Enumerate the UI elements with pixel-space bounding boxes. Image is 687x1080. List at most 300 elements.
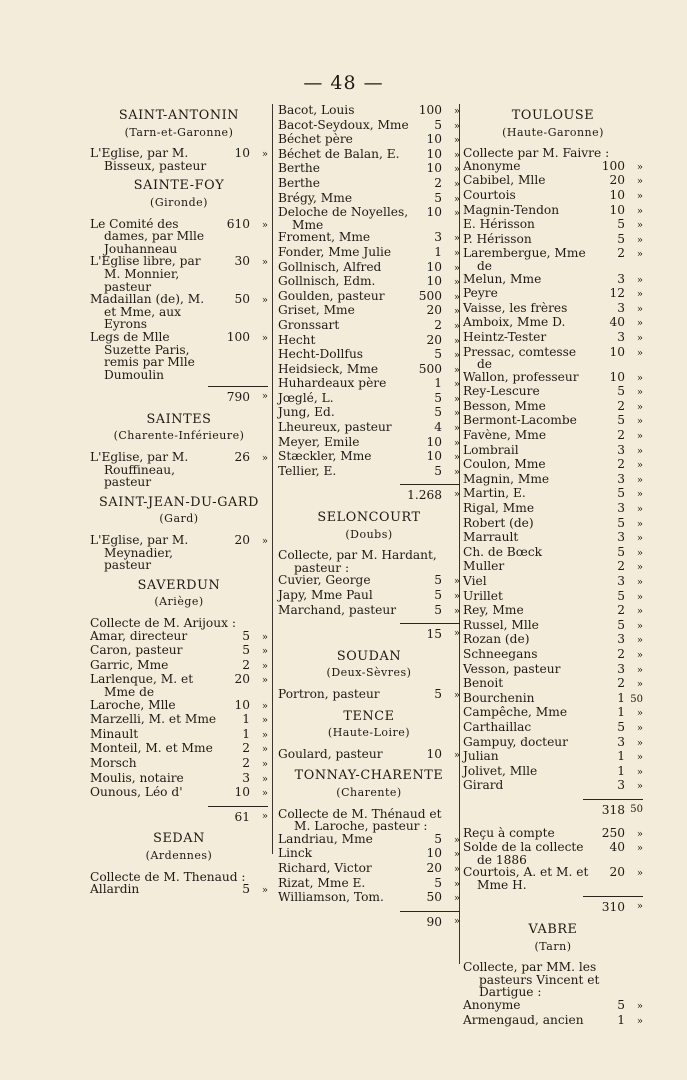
entry-amount: 50 [426, 890, 442, 905]
entry-cents: » [453, 350, 460, 362]
entry-cents: » [453, 749, 460, 761]
section-subheading: (Doubs) [345, 527, 393, 541]
entry-row [278, 392, 460, 407]
entry-row [278, 162, 460, 177]
column-3 [463, 104, 643, 1036]
entry-row [278, 363, 460, 378]
entry-cents: » [453, 423, 460, 435]
section [278, 512, 460, 641]
entry-name: Urillet [463, 588, 503, 603]
entry-name: Goulden, pasteur [278, 288, 385, 303]
entry-cents: » [261, 536, 268, 548]
entry-cents: » [636, 205, 643, 217]
page-number: — 48 — [303, 72, 384, 94]
entry-name: Landriau, Mme [278, 831, 373, 846]
entry-row [463, 633, 643, 648]
entry-name: Minault [90, 726, 139, 741]
entry-name: Coulon, Mme [463, 457, 546, 472]
entry-name: Meyer, Emile [278, 434, 360, 449]
entry-row [463, 604, 643, 619]
entry-name: Marzelli, M. et Mme [90, 712, 217, 727]
entry-amount: 5 [434, 405, 442, 420]
entry-name: Girard [463, 778, 504, 793]
entry-name: Bourchenin [463, 690, 535, 705]
entry-row [278, 465, 460, 480]
column-1 [90, 104, 268, 906]
section-intro: Collecte par M. Faivre : [463, 146, 610, 161]
entry-amount: 10 [234, 146, 250, 161]
entry-row [90, 293, 268, 331]
entry-cents: » [636, 190, 643, 202]
total-rule [208, 806, 268, 807]
entry-cents: » [636, 220, 643, 232]
entry-amount: 1 [617, 1012, 625, 1027]
entry-name: Cuvier, George [278, 573, 371, 588]
section-subheading: (Ardennes) [145, 848, 213, 862]
entry-cents: » [636, 401, 643, 413]
entry-cents: » [453, 208, 460, 220]
entry-name: Amar, directeur [90, 628, 188, 643]
entry-cents: » [636, 620, 643, 632]
entry-amount: 5 [434, 875, 442, 890]
entry-amount: 5 [617, 384, 625, 399]
column-divider-1 [272, 104, 273, 854]
entry-row [463, 736, 643, 751]
entry-row [278, 847, 460, 862]
entry-row [90, 786, 268, 801]
entry-name: Legs de Mlle Suzette Paris, remis par Mlle Dumoulin [90, 329, 195, 382]
entry-name: Wallon, professeur [463, 369, 579, 384]
entry-row [90, 451, 268, 489]
entry-amount: 5 [434, 686, 442, 701]
section-subheading: (Haute-Loire) [327, 726, 411, 740]
entry-row [463, 331, 643, 346]
entry-amount: 1 [617, 705, 625, 720]
section-subheading: (Gironde) [150, 195, 208, 209]
entry-amount: 10 [609, 202, 625, 217]
entry-amount: 10 [426, 132, 442, 147]
entry-amount: 10 [234, 697, 250, 712]
entry-amount: 5 [617, 719, 625, 734]
entry-row [278, 104, 460, 119]
section [278, 104, 460, 502]
entry-amount: 5 [617, 486, 625, 501]
entry-cents: » [636, 387, 643, 399]
section-total [278, 489, 460, 502]
entry-name: Portron, pasteur [278, 686, 380, 701]
section-total [463, 804, 643, 817]
entry-name: Gollnisch, Alfred [278, 259, 382, 274]
entry-name: Amboix, Mme D. [463, 315, 566, 330]
entry-name: Russel, Mlle [463, 617, 539, 632]
entry-name: Goulard, pasteur [278, 746, 383, 761]
entry-amount: 10 [609, 369, 625, 384]
entry-name: Martin, E. [463, 486, 526, 501]
entry-cents: » [636, 577, 643, 588]
entry-amount: 2 [434, 317, 442, 332]
entry-row [278, 688, 460, 703]
entry-cents: » [636, 460, 643, 472]
entry-amount: 2 [617, 676, 625, 691]
entry-cents: » [261, 773, 268, 785]
entry-amount: 40 [609, 840, 625, 855]
entry-row [463, 371, 643, 386]
entry-row [278, 290, 460, 305]
entry-row [90, 331, 268, 381]
entry-amount: 5 [617, 217, 625, 232]
entry-amount: 10 [426, 205, 442, 220]
section-heading: TOULOUSE [511, 108, 595, 123]
entry-amount: 10 [426, 746, 442, 761]
entry-name: Monteil, M. et Mme [90, 741, 213, 756]
entry-cents: » [636, 606, 643, 618]
entry-cents: » [636, 708, 643, 720]
entry-row [278, 891, 460, 906]
entry-amount: 10 [609, 187, 625, 202]
entry-amount: 2 [617, 246, 625, 261]
entry-amount: 10 [426, 274, 442, 289]
entry-amount: 5 [434, 117, 442, 132]
entry-name: Bacot, Louis [278, 103, 355, 117]
entry-row [463, 414, 643, 429]
section-intro: Collecte, par M. Hardant, pasteur : [278, 548, 437, 575]
entry-name: Cabibel, Mlle [463, 173, 546, 188]
entry-cents: » [636, 843, 643, 855]
entry-cents: » [636, 318, 643, 330]
section-heading: SELONCOURT [317, 510, 421, 526]
section-heading: SAINT-JEAN-DU-GARD [98, 494, 259, 510]
entry-name: Le Comité des dames, par Mlle Jouhanneau [90, 216, 205, 256]
entry-name: Stæckler, Mme [278, 449, 372, 464]
entry-row [90, 644, 268, 659]
entry-amount: 10 [234, 785, 250, 800]
entry-row [278, 604, 460, 619]
entry-amount: 3 [617, 530, 625, 545]
entry-cents: » [453, 466, 460, 478]
total-amount: 1.268 [407, 488, 442, 503]
entry-row [90, 883, 268, 898]
entry-cents: » [636, 533, 643, 545]
section-heading: SAINTES [146, 411, 212, 427]
entry-amount: 3 [617, 442, 625, 457]
entry-row [463, 444, 643, 459]
entry-row [278, 177, 460, 192]
entry-name: Reçu à compte [463, 825, 555, 840]
entry-cents: » [453, 893, 460, 905]
section [90, 494, 268, 573]
entry-row [463, 273, 643, 288]
entry-name: Marrault [463, 530, 519, 545]
entry-cents: » [261, 744, 268, 756]
entry-name: Hecht-Dollfus [278, 347, 364, 362]
entry-row [463, 721, 643, 736]
entry-name: Larembergue, Mme de [463, 246, 586, 273]
entry-cents: » [261, 332, 268, 344]
entry-cents: » [453, 379, 460, 391]
entry-name: Benoit [463, 676, 504, 691]
entry-amount: 2 [617, 398, 625, 413]
section-heading: VABRE [528, 922, 578, 938]
entry-amount: 3 [617, 300, 625, 315]
entry-name: Froment, Mme [278, 230, 371, 245]
entry-name: L'Eglise, par M. Rouffineau, pasteur [90, 450, 189, 490]
entry-amount: 20 [426, 332, 442, 347]
entry-name: Armengaud, ancien [463, 1012, 584, 1027]
section-subheading: (Deux-Sèvres) [326, 666, 412, 680]
entry-row [463, 1014, 643, 1029]
entry-name: Marchand, pasteur [278, 602, 397, 617]
entry-name: Anonyme [463, 158, 521, 173]
entry-cents: » [453, 247, 460, 259]
entry-amount: 500 [418, 361, 442, 376]
entry-row [463, 302, 643, 317]
entry-row [278, 231, 460, 246]
entry-cents: » [261, 788, 268, 800]
total-cents: » [453, 489, 460, 501]
entry-cents: » [453, 863, 460, 875]
entry-amount: 10 [609, 344, 625, 359]
entry-row [463, 866, 643, 891]
entry-name: Lombrail [463, 442, 519, 457]
entry-cents: » [453, 178, 460, 190]
entry-cents: » [261, 729, 268, 741]
entry-row [278, 377, 460, 392]
entry-cents: » [453, 878, 460, 890]
entry-name: Berthe [278, 175, 320, 190]
entry-amount: 3 [617, 501, 625, 516]
entry-name: Rey, Mme [463, 603, 524, 618]
entry-amount: 3 [617, 734, 625, 749]
section-subheading: (Tarn-et-Garonne) [124, 125, 234, 139]
entry-name: Ounous, Léo d' [90, 785, 183, 800]
entry-row [90, 255, 268, 293]
entry-row [90, 757, 268, 772]
entry-row [278, 574, 460, 589]
entry-amount: 1 [617, 763, 625, 778]
entry-name: Larlenque, M. et Mme de [90, 672, 194, 699]
entry-amount: 1 [617, 690, 625, 705]
entry-cents: » [261, 295, 268, 307]
entry-row [463, 546, 643, 561]
entry-name: Muller [463, 559, 505, 574]
entry-cents: » [636, 518, 643, 530]
entry-cents: » [453, 164, 460, 176]
section-heading: SOUDAN [336, 648, 402, 664]
entry-row [463, 189, 643, 204]
entry-cents: » [636, 289, 643, 301]
entry-name: L'Eglise, par M. Meynadier, pasteur [90, 533, 189, 573]
entry-amount: 500 [418, 288, 442, 303]
section-heading: SAINT-ANTONIN [118, 108, 240, 123]
entry-row [90, 673, 268, 698]
entry-amount: 1 [434, 244, 442, 259]
entry-amount: 2 [617, 457, 625, 472]
entry-row [463, 400, 643, 415]
entry-row [463, 750, 643, 765]
entry-row [463, 487, 643, 502]
entry-cents: » [261, 257, 268, 269]
entry-name: Béchet père [278, 132, 353, 147]
entry-row [278, 833, 460, 848]
section-intro: Collecte de M. Thenaud : [90, 869, 246, 884]
entry-cents: » [453, 233, 460, 245]
entry-amount: 3 [434, 230, 442, 245]
entry-amount: 1 [434, 376, 442, 391]
entry-amount: 100 [601, 158, 625, 173]
total-rule [583, 896, 643, 897]
entry-cents: » [453, 849, 460, 861]
entry-row [463, 473, 643, 488]
entry-cents: » [636, 431, 643, 443]
entry-name: P. Hérisson [463, 231, 532, 246]
entry-cents: » [636, 547, 643, 559]
entry-name: Campêche, Mme [463, 705, 568, 720]
entry-row [278, 406, 460, 421]
entry-name: Huhardeaux père [278, 376, 387, 391]
entry-cents: » [453, 689, 460, 701]
entry-name: Peyre [463, 286, 498, 301]
entry-amount: 5 [617, 515, 625, 530]
section [90, 577, 268, 824]
entry-row [278, 748, 460, 763]
entry-row [463, 575, 643, 590]
entry-cents: » [636, 303, 643, 315]
entry-row [463, 287, 643, 302]
entry-cents: 50 [630, 693, 643, 705]
entry-row [90, 218, 268, 256]
entry-name: Deloche de Noyelles, Mme [278, 205, 409, 232]
entry-amount: 5 [242, 643, 250, 658]
entry-cents: » [636, 562, 643, 574]
entry-cents: » [261, 715, 268, 727]
entry-cents: » [636, 868, 643, 880]
section-intro: Collecte de M. Thénaud et M. Laroche, pasteur : [278, 806, 442, 834]
entry-row [278, 206, 460, 231]
entry-amount: 5 [434, 463, 442, 478]
total-rule [400, 623, 460, 624]
entry-row [463, 677, 643, 692]
entry-amount: 20 [234, 533, 250, 548]
entry-cents: » [453, 364, 460, 376]
entry-name: Ch. de Bœck [463, 544, 543, 559]
entry-name: Linck [278, 846, 313, 861]
entry-amount: 250 [601, 825, 625, 840]
section-heading: SAINTE-FOY [133, 178, 225, 194]
section [90, 833, 268, 897]
entry-cents: » [636, 234, 643, 246]
total-rule [208, 386, 268, 387]
section [463, 110, 643, 817]
entry-amount: 5 [617, 617, 625, 632]
section [463, 827, 643, 915]
total-amount: 15 [426, 627, 442, 642]
entry-cents: » [453, 291, 460, 303]
total-cents: » [261, 810, 268, 822]
section [90, 110, 268, 172]
section-subheading: (Charente) [336, 785, 402, 799]
entry-row [463, 174, 643, 189]
entry-amount: 5 [617, 544, 625, 559]
entry-row [278, 119, 460, 134]
entry-name: Magnin, Mme [463, 471, 550, 486]
entry-name: E. Hérisson [463, 217, 535, 232]
total-rule [400, 911, 460, 912]
entry-row [278, 246, 460, 261]
entry-amount: 2 [242, 657, 250, 672]
entry-cents: » [453, 106, 460, 117]
entry-amount: 100 [226, 329, 250, 344]
entry-amount: 3 [617, 661, 625, 676]
entry-cents: » [636, 445, 643, 457]
entry-row [90, 713, 268, 728]
entry-row [463, 841, 643, 866]
section-subheading: (Tarn) [534, 939, 572, 953]
entry-amount: 3 [617, 574, 625, 588]
entry-name: Rizat, Mme E. [278, 875, 366, 890]
section-intro: Collecte, par MM. les pasteurs Vincent et Dartigue : [463, 960, 600, 1000]
section [90, 180, 268, 404]
entry-amount: 5 [617, 998, 625, 1013]
entry-cents: » [636, 474, 643, 486]
entry-amount: 5 [617, 231, 625, 246]
entry-row [278, 589, 460, 604]
entry-cents: » [636, 489, 643, 501]
total-cents: » [453, 915, 460, 927]
entry-row [463, 517, 643, 532]
entry-name: Bermont-Lacombe [463, 413, 577, 428]
entry-name: Melun, Mme [463, 271, 542, 286]
entry-cents: » [636, 274, 643, 286]
entry-amount: 10 [426, 161, 442, 176]
entry-cents: » [453, 277, 460, 289]
entry-amount: 10 [426, 449, 442, 464]
entry-amount: 5 [434, 602, 442, 617]
entry-cents: » [636, 504, 643, 516]
entry-cents: » [261, 646, 268, 658]
entry-name: Hecht [278, 332, 316, 347]
entry-name: Williamson, Tom. [278, 890, 384, 905]
entry-name: Caron, pasteur [90, 643, 183, 658]
entry-row [278, 862, 460, 877]
section [90, 411, 268, 490]
section-heading: SEDAN [153, 831, 205, 847]
section-subheading: (Charente-Inférieure) [113, 429, 245, 443]
total-cents: » [636, 901, 643, 913]
entry-amount: 5 [434, 390, 442, 405]
entry-row [463, 218, 643, 233]
total-cents: » [261, 391, 268, 403]
entry-cents: » [453, 452, 460, 464]
entry-row [278, 261, 460, 276]
entry-amount: 10 [426, 146, 442, 161]
entry-name: Béchet de Balan, E. [278, 146, 400, 161]
entry-amount: 1 [617, 749, 625, 764]
entry-cents: » [636, 649, 643, 661]
entry-amount: 20 [609, 173, 625, 188]
entry-cents: » [636, 664, 643, 676]
total-amount: 90 [426, 914, 442, 929]
section-subheading: (Ariège) [154, 595, 204, 609]
entry-name: Garric, Mme [90, 657, 169, 672]
entry-amount: 5 [434, 588, 442, 602]
entry-amount: 4 [434, 420, 442, 435]
entry-cents: » [636, 828, 643, 840]
entry-cents: » [636, 737, 643, 749]
entry-row [278, 436, 460, 451]
entry-name: Japy, Mme Paul [278, 588, 373, 602]
entry-row [463, 779, 643, 794]
entry-amount: 1 [242, 712, 250, 727]
